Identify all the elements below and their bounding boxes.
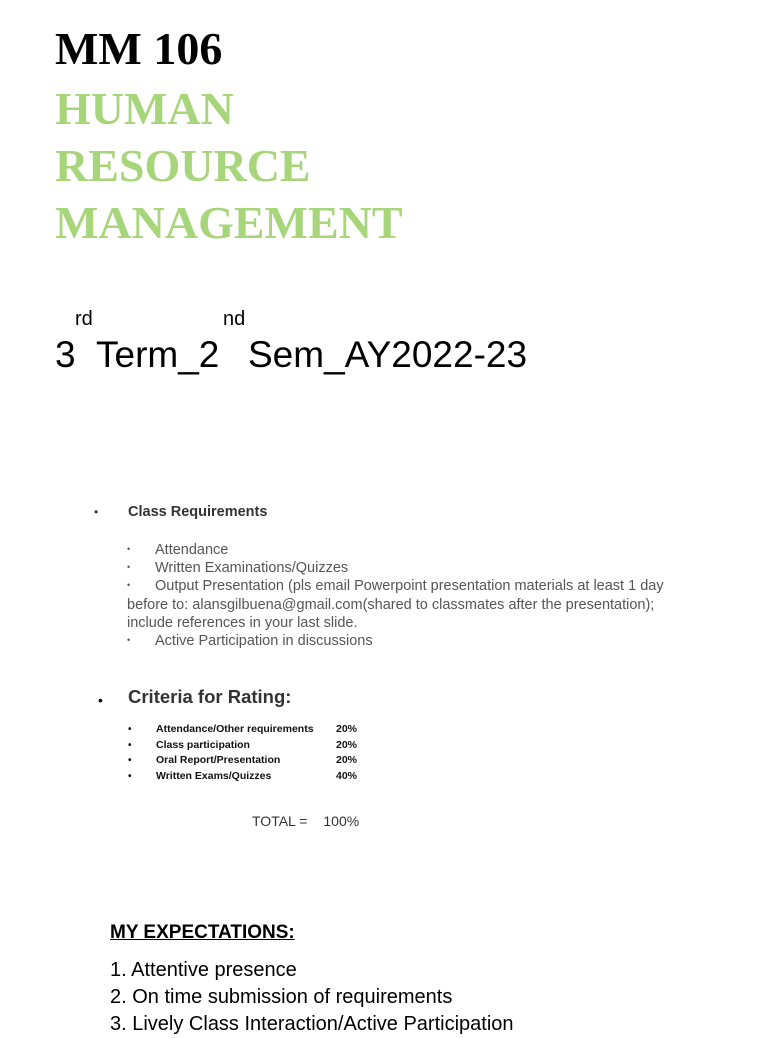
criteria-percent: 20% xyxy=(336,738,358,751)
list-item: 1. Attentive presence xyxy=(110,959,297,981)
term-ordinal-suffix: rd xyxy=(75,308,93,330)
requirements-heading: Class Requirements xyxy=(128,504,268,520)
criteria-heading: Criteria for Rating: xyxy=(128,686,292,707)
criteria-label: Written Exams/Quizzes xyxy=(156,769,272,782)
total-label: TOTAL = xyxy=(252,813,308,829)
bullet-icon: • xyxy=(128,724,132,735)
list-item-continuation: include references in your last slide. xyxy=(127,614,358,631)
bullet-icon: • xyxy=(127,562,131,573)
course-title xyxy=(55,80,403,251)
bullet-icon: • xyxy=(127,544,131,554)
term-label: Term_2 xyxy=(96,334,220,375)
course-title-line: MANAGEMENT xyxy=(55,197,403,248)
total-value: 100% xyxy=(323,813,360,829)
semester-ordinal-suffix: nd xyxy=(223,308,246,330)
expectations-heading: MY EXPECTATIONS: xyxy=(110,922,295,943)
bullet-icon: • xyxy=(127,635,131,646)
bullet-icon: • xyxy=(98,692,103,708)
list-item: • Written Examinations/Quizzes xyxy=(127,560,349,577)
list-item: • Output Presentation (pls email Powerpoint presentation materials at least 1 day xyxy=(127,578,664,595)
list-item: 2. On time submission of requirements xyxy=(110,986,453,1008)
requirements-list xyxy=(127,541,697,650)
criteria-percent: 20% xyxy=(336,754,358,767)
total-line xyxy=(252,812,359,830)
course-title-line: HUMAN xyxy=(55,83,234,134)
bullet-icon: • xyxy=(127,580,131,591)
criteria-label: Class participation xyxy=(156,738,250,751)
criteria-percent: 40% xyxy=(336,769,358,782)
list-item: 3. Lively Class Interaction/Active Participation xyxy=(110,1013,514,1035)
bullet-icon: • xyxy=(128,755,132,767)
list-item-continuation: before to: alansgilbuena@gmail.com(shared to classmates after the presentation); xyxy=(127,596,655,613)
criteria-label: Attendance/Other requirements xyxy=(156,723,314,735)
semester-label: Sem_AY2022-23 xyxy=(248,334,528,375)
term-line xyxy=(55,307,655,377)
list-item: • Attendance xyxy=(127,542,229,558)
criteria-label: Oral Report/Presentation xyxy=(156,754,281,767)
course-code: MM 106 xyxy=(55,23,223,74)
criteria-percent: 20% xyxy=(336,723,358,735)
expectations-list xyxy=(110,957,514,1038)
term-number: 3 xyxy=(55,334,76,375)
bullet-icon: • xyxy=(128,739,132,751)
course-title-line: RESOURCE xyxy=(55,140,311,191)
list-item: • Active Participation in discussions xyxy=(127,633,373,650)
bullet-icon: • xyxy=(94,505,99,519)
bullet-icon: • xyxy=(128,770,132,782)
